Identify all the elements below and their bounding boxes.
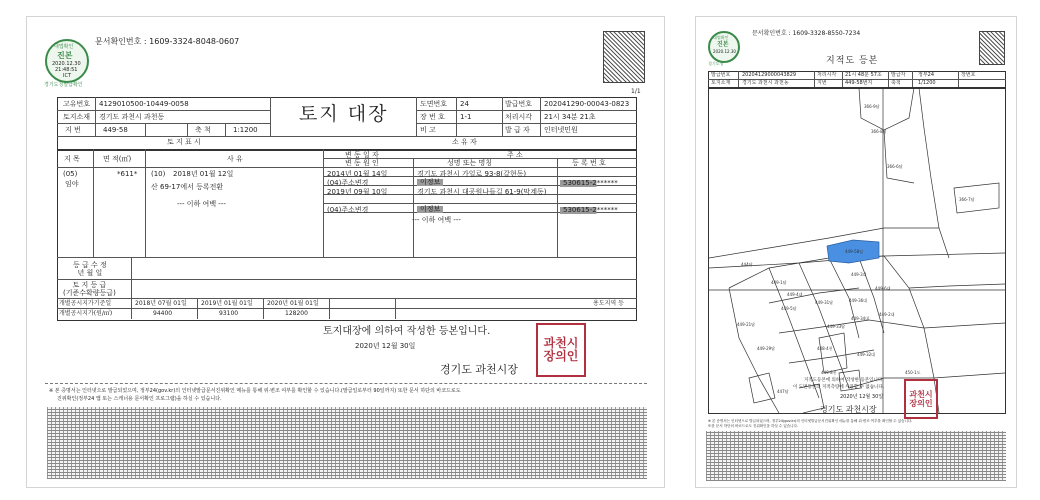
owner-blank: --- 이하 여백 --- bbox=[412, 216, 461, 224]
footer-statement-2: 이 도면등본의 지적측량에 사용할 수 없습니다. bbox=[793, 385, 885, 390]
reason-code: (10) bbox=[151, 170, 166, 178]
parcel-label: 449-33답 bbox=[827, 324, 846, 329]
lot: 449-58 bbox=[103, 126, 128, 134]
location-label: 토지소재 bbox=[63, 113, 91, 121]
issue-time: 21시 34분 21초 bbox=[544, 113, 596, 121]
parcel-label: 449-21답 bbox=[737, 322, 756, 327]
parcel-label: 449-31답 bbox=[815, 300, 834, 305]
official-seal: 과천시장의인 bbox=[904, 379, 938, 419]
issuer-label: 발급자 bbox=[891, 72, 906, 78]
land-blank: --- 이하 여백 --- bbox=[177, 200, 226, 208]
price-label: 개별공시지가(원/㎡) bbox=[59, 310, 113, 317]
parcel-label: 449-58임 bbox=[845, 249, 864, 254]
owner-date: 2019년 09월 10일 bbox=[327, 188, 388, 196]
parcel-label: 449-8천 bbox=[821, 370, 837, 375]
sheet-no-label: 장 번 호 bbox=[420, 113, 445, 121]
location: 경기도 과천시 과천동 bbox=[742, 80, 789, 86]
col-reg-no: 등 록 번 호 bbox=[572, 159, 606, 167]
parcel-label: 449-6대 bbox=[875, 286, 891, 291]
footer-signer: 경기도 과천시장 bbox=[820, 405, 877, 414]
usage-label: 용도지역 등 bbox=[593, 300, 624, 307]
badge-top: 대법확인 bbox=[713, 35, 729, 40]
page-title: 토지 대장 bbox=[299, 103, 389, 125]
col-change-date: 변 동 일 자 bbox=[345, 151, 379, 159]
parcel-label: 447답 bbox=[777, 389, 789, 394]
price-date: 2019년 01월 01일 bbox=[201, 300, 253, 307]
footer-statement: 토지대장에 의하여 작성한 등본입니다. bbox=[323, 326, 491, 337]
parcel-label: 449-34대 bbox=[851, 316, 870, 321]
badge-date: 2020.12.30 bbox=[52, 61, 81, 67]
footer-date: 2020년 12월 30일 bbox=[840, 394, 884, 400]
parcel-label: 449-36대 bbox=[849, 298, 868, 303]
drawing-no-label: 도면번호 bbox=[420, 100, 448, 108]
col-area: 면 적(㎡) bbox=[103, 155, 132, 163]
parcel-label: 449-4대 bbox=[787, 292, 803, 297]
barcode-icon bbox=[979, 31, 1005, 65]
land-area: *611* bbox=[117, 170, 138, 178]
issue-no: 20204129000043829 bbox=[742, 72, 797, 78]
owner-address: 경기도 과천시 가일로 93-8(갈현동) bbox=[417, 170, 527, 178]
scale-label: 축 척 bbox=[195, 126, 211, 134]
issuer: 인터넷민원 bbox=[544, 126, 578, 134]
parcel-label: 450-1도 bbox=[905, 370, 921, 375]
issuer-label: 발 급 자 bbox=[505, 126, 530, 134]
price-value: 94400 bbox=[153, 310, 173, 317]
badge-code: ICT bbox=[63, 73, 72, 79]
land-code: (05) bbox=[63, 170, 78, 178]
parcel-label: 449-5답 bbox=[781, 306, 797, 311]
map-lines bbox=[709, 88, 1005, 413]
unique-no-label: 고유번호 bbox=[63, 100, 91, 108]
land-category: 임야 bbox=[65, 180, 79, 188]
land-register-document bbox=[26, 16, 665, 488]
barcode-icon bbox=[603, 31, 645, 83]
lot-label: 지 번 bbox=[65, 126, 81, 134]
col-address: 주 소 bbox=[507, 151, 523, 159]
price-date: 2020년 01월 01일 bbox=[267, 300, 319, 307]
badge-date: 2020.12.30 bbox=[713, 49, 736, 54]
footer-statement: 지적도등본에 의하여 작성한 등본입니다. bbox=[804, 378, 884, 383]
scale-label: 축척 bbox=[891, 80, 901, 86]
location-label: 토지소재 bbox=[711, 80, 731, 86]
authenticity-badge bbox=[45, 39, 89, 83]
unique-no: 4129010500-10449-0058 bbox=[99, 100, 189, 108]
col-change-cause: 변 동 원 인 bbox=[345, 159, 379, 167]
parcel-label: 366-8답 bbox=[871, 129, 887, 134]
scale: 1:1200 bbox=[233, 126, 258, 134]
owner-date: 2014년 01월 14일 bbox=[327, 170, 388, 178]
sheet-label: 장번호 bbox=[961, 72, 976, 78]
time-label: 처리시각 bbox=[505, 113, 533, 121]
owner-cause: (04)주소변경 bbox=[327, 206, 369, 214]
parcel-label: 366-9답 bbox=[864, 104, 880, 109]
footnote-1: ※ 본 증명서는 인터넷으로 발급되었으며, 정부24(gov.kr)의 인터넷발급문서진위확인 메뉴를 통해 위·변조 여부를 확인할 수 있습니다. bbox=[708, 419, 913, 423]
owner-name: 이정보 bbox=[417, 206, 443, 213]
owner-address: 경기도 과천시 대공원나들길 61-9(막계동) bbox=[417, 188, 547, 196]
doc-confirm-number: 문서확인번호 : 1609-3328-8550-7234 bbox=[752, 30, 861, 37]
lot: 449-58번지 bbox=[845, 80, 873, 86]
page-title: 지적도 등본 bbox=[826, 56, 879, 66]
badge-main: 진본 bbox=[717, 41, 729, 48]
time-label: 처리시각 bbox=[817, 72, 837, 78]
price-value: 128200 bbox=[285, 310, 308, 317]
parcel-label: 449-29답 bbox=[757, 346, 776, 351]
doc-confirm-number: 문서확인번호 : 1609-3324-8048-0607 bbox=[95, 37, 240, 46]
col-name: 성명 또는 명칭 bbox=[447, 159, 493, 167]
parcel-label: 444답 bbox=[741, 262, 753, 267]
barcode-strip bbox=[47, 407, 647, 479]
cadastral-map bbox=[708, 87, 1006, 414]
lot-label: 지번 bbox=[817, 80, 827, 86]
official-seal: 과천시장의인 bbox=[536, 323, 586, 377]
issue-time: 21시 48분 57초 bbox=[845, 72, 882, 78]
issue-no-label: 발급번호 bbox=[711, 72, 731, 78]
grade-label: 등 급 수 정 년 월 일 bbox=[73, 261, 107, 278]
parcel-label: 449-1답 bbox=[771, 280, 787, 285]
parcel-label: 448-4천 bbox=[817, 346, 833, 351]
footnote-1: ※ 본 증명서는 인터넷으로 발급되었으며, 정부24(gov.kr)의 인터넷발급문서진위확인 메뉴를 통해 위·변조 여부를 확인할 수 있습니다.(발급일로부터 90일까지) 또한 문서 하단의 바코드로도 bbox=[49, 388, 461, 394]
footer-date: 2020년 12월 30일 bbox=[355, 342, 416, 350]
remark-label: 비 고 bbox=[420, 126, 436, 134]
owner-section-label: 소 유 자 bbox=[452, 138, 477, 146]
authenticity-badge bbox=[708, 31, 740, 63]
footnote-2: 또한 문서 하단의 바코드로도 진위확인을 하실 수 있습니다. bbox=[708, 424, 799, 428]
badge-time: 21:48:51 bbox=[55, 67, 78, 73]
parcel-label: 449-3대 bbox=[851, 272, 867, 277]
badge-bottom: 경기도청발급확인 bbox=[44, 82, 83, 88]
badge-top: 대법확인 bbox=[54, 44, 74, 50]
issue-no-label: 발급번호 bbox=[505, 100, 533, 108]
parcel-label: 366-6답 bbox=[887, 164, 903, 169]
col-reason: 사 유 bbox=[227, 155, 243, 163]
drawing-no: 24 bbox=[460, 100, 469, 108]
footer-signer: 경기도 과천시장 bbox=[440, 363, 518, 376]
owner-reg: 530615-2****** bbox=[560, 207, 621, 214]
issuer: 정부24 bbox=[918, 72, 935, 78]
price-value: 93100 bbox=[219, 310, 239, 317]
badge-bottom: 경기도청 bbox=[708, 61, 724, 66]
price-date: 2018년 07월 01일 bbox=[135, 300, 187, 307]
reason-date: 2018년 01월 12일 bbox=[173, 170, 234, 178]
reason-text: 산 69-17에서 등록전환 bbox=[151, 183, 224, 191]
sheet-no: 1-1 bbox=[460, 113, 472, 121]
cadastral-map-document bbox=[695, 16, 1017, 488]
owner-cause: (04)주소변경 bbox=[327, 179, 369, 187]
footnote-2: 진위확인(정부24 앱 또는 스캐너용 문서확인 프로그램)을 하실 수 있습니다. bbox=[57, 396, 222, 402]
issue-no: 202041290-00043-0823 bbox=[544, 100, 630, 108]
parcel-label: 449-32대 bbox=[857, 352, 876, 357]
parcel-label: 366-7답 bbox=[959, 197, 975, 202]
owner-name: 이정보 bbox=[417, 179, 443, 186]
owner-reg: 530615-2****** bbox=[560, 180, 621, 187]
page-number: 1/1 bbox=[631, 88, 641, 95]
parcel-label: 449-2대 bbox=[879, 312, 895, 317]
land-section-label: 토 지 표 시 bbox=[167, 138, 201, 146]
price-date-label: 개별공시지가기준일 bbox=[59, 300, 112, 307]
scale: 1/1200 bbox=[918, 80, 936, 86]
land-grade-label: 토 지 등 급 (기준수확량등급) bbox=[63, 281, 116, 298]
badge-main: 진본 bbox=[57, 51, 73, 60]
col-category: 지 목 bbox=[64, 155, 80, 163]
location: 경기도 과천시 과천동 bbox=[99, 113, 165, 121]
barcode-strip bbox=[706, 431, 1006, 481]
